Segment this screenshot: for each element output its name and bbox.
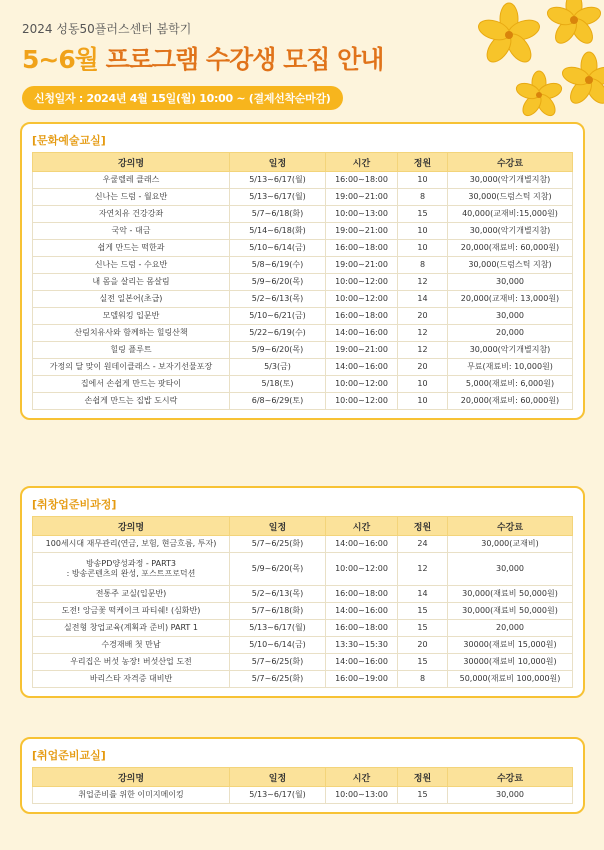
cell-capacity: 24 [398,536,448,553]
program-table [32,767,573,804]
cell-capacity: 10 [398,393,448,410]
page-title [22,40,383,76]
cell-schedule: 5/9~6/20(목) [230,274,326,291]
cell-course-name: 자연치유 건강강좌 [33,206,230,223]
cell-capacity: 20 [398,359,448,376]
cell-schedule: 5/13~6/17(월) [230,172,326,189]
section-title: [문화예술교실] [32,134,106,147]
column-header-course-name: 강의명 [33,768,230,787]
cell-capacity: 20 [398,637,448,654]
cell-capacity: 12 [398,553,448,586]
table-row [33,223,573,240]
table-row [33,206,573,223]
column-header-fee: 수강료 [448,768,573,787]
column-header-schedule: 일정 [230,768,326,787]
cell-capacity: 12 [398,325,448,342]
cell-capacity: 15 [398,206,448,223]
section-title: [취업준비교실] [32,749,106,762]
cell-fee: 5,000(재료비: 6,000원) [448,376,573,393]
cell-schedule: 6/8~6/29(토) [230,393,326,410]
cell-time: 19:00~21:00 [326,223,398,240]
cell-schedule: 5/9~6/20(목) [230,553,326,586]
cell-capacity: 12 [398,342,448,359]
table-row [33,603,573,620]
cell-schedule: 5/7~6/18(화) [230,206,326,223]
cell-course-name: 실전형 창업교육(계획과 준비) PART 1 [33,620,230,637]
table-row [33,342,573,359]
cell-schedule: 5/7~6/25(화) [230,654,326,671]
cell-schedule: 5/10~6/14(금) [230,240,326,257]
cell-fee: 40,000(교재비:15,000원) [448,206,573,223]
cell-course-name: 도전! 앙금꽃 떡케이크 파티쉐! (심화반) [33,603,230,620]
cell-capacity: 12 [398,274,448,291]
column-header-course-name: 강의명 [33,517,230,536]
cell-fee: 30,000 [448,553,573,586]
table-row [33,240,573,257]
cell-capacity: 15 [398,787,448,804]
cell-capacity: 15 [398,654,448,671]
column-header-capacity: 정원 [398,768,448,787]
table-row [33,671,573,688]
cell-schedule: 5/13~6/17(월) [230,787,326,804]
table-row [33,359,573,376]
cell-course-name: 바리스타 자격증 대비반 [33,671,230,688]
cell-course-name: 신나는 드럼 - 수요반 [33,257,230,274]
program-table [32,152,573,410]
cell-capacity: 15 [398,620,448,637]
table-row [33,637,573,654]
cell-fee: 30,000(드럼스틱 지참) [448,189,573,206]
cell-course-name: 수경재배 첫 만남 [33,637,230,654]
cell-capacity: 10 [398,376,448,393]
cell-schedule: 5/2~6/13(목) [230,291,326,308]
cell-course-name: 손쉽게 만드는 집밥 도시락 [33,393,230,410]
cell-time: 10:00~12:00 [326,376,398,393]
cell-schedule: 5/22~6/19(수) [230,325,326,342]
cell-schedule: 5/13~6/17(월) [230,620,326,637]
cell-course-name: 전통주 교실(입문반) [33,586,230,603]
table-header-row [33,153,573,172]
section-culture-arts [20,122,585,420]
cell-time: 19:00~21:00 [326,189,398,206]
table-row [33,308,573,325]
cell-fee: 30,000(재료비 50,000원) [448,603,573,620]
cell-time: 14:00~16:00 [326,325,398,342]
column-header-time: 시간 [326,153,398,172]
cell-course-name: 우리집은 버섯 농장! 버섯산업 도전 [33,654,230,671]
table-row [33,620,573,637]
column-header-time: 시간 [326,768,398,787]
table-row [33,274,573,291]
section-job-prep [20,737,585,814]
column-header-fee: 수강료 [448,153,573,172]
cell-fee: 20,000 [448,620,573,637]
cell-fee: 30,000(악기개별지참) [448,342,573,359]
column-header-time: 시간 [326,517,398,536]
cell-schedule: 5/13~6/17(월) [230,189,326,206]
cell-time: 14:00~16:00 [326,359,398,376]
cell-course-name: 실전 일본어(초급) [33,291,230,308]
header-subtitle: 2024 성동50플러스센터 봄학기 [22,22,192,36]
cell-course-name: 쉽게 만드는 떡한과 [33,240,230,257]
cell-schedule: 5/2~6/13(목) [230,586,326,603]
cell-capacity: 10 [398,223,448,240]
cell-time: 10:00~12:00 [326,274,398,291]
cell-time: 10:00~12:00 [326,553,398,586]
table-row [33,325,573,342]
flower-decoration [414,0,604,130]
cell-fee: 20,000(교재비: 13,000원) [448,291,573,308]
cell-schedule: 5/7~6/25(화) [230,536,326,553]
cell-course-name: 집에서 손쉽게 만드는 팟타이 [33,376,230,393]
table-row [33,376,573,393]
cell-time: 19:00~21:00 [326,342,398,359]
cell-course-name: 모델워킹 입문반 [33,308,230,325]
cell-course-name: 가정의 달 맞이 원데이클래스 - 보자기선물포장 [33,359,230,376]
cell-time: 16:00~18:00 [326,240,398,257]
cell-schedule: 5/10~6/14(금) [230,637,326,654]
cell-fee: 30,000 [448,274,573,291]
section-title: [취창업준비과정] [32,498,117,511]
cell-course-name: 산림치유사와 함께하는 힐링산책 [33,325,230,342]
cell-fee: 20,000 [448,325,573,342]
program-table [32,516,573,688]
apply-period-badge: 신청일자 : 2024년 4월 15일(월) 10:00 ~ (결제선착순마감) [22,86,343,110]
cell-fee: 무료(재료비: 10,000원) [448,359,573,376]
table-header-row [33,768,573,787]
cell-fee: 20,000(재료비: 60,000원) [448,240,573,257]
cell-schedule: 5/18(토) [230,376,326,393]
cell-capacity: 14 [398,586,448,603]
column-header-schedule: 일정 [230,153,326,172]
table-row [33,291,573,308]
cell-capacity: 8 [398,671,448,688]
cell-time: 10:00~13:00 [326,787,398,804]
cell-schedule: 5/14~6/18(화) [230,223,326,240]
cell-schedule: 5/7~6/25(화) [230,671,326,688]
cell-schedule: 5/3(금) [230,359,326,376]
cell-time: 16:00~18:00 [326,586,398,603]
cell-fee: 30,000(드럼스틱 지참) [448,257,573,274]
title-accent: 5~6월 [22,45,98,74]
cell-time: 14:00~16:00 [326,536,398,553]
cell-time: 13:30~15:30 [326,637,398,654]
table-header-row [33,517,573,536]
cell-course-name: 방송PD양성과정 - PART3 : 방송콘텐츠의 완성, 포스트프로덕션 [33,553,230,586]
cell-time: 10:00~13:00 [326,206,398,223]
cell-capacity: 20 [398,308,448,325]
cell-course-name: 100세시대 재무관리(연금, 보험, 현금흐름, 투자) [33,536,230,553]
section-startup-prep [20,486,585,698]
cell-course-name: 신나는 드럼 - 월요반 [33,189,230,206]
cell-fee: 20,000(재료비: 60,000원) [448,393,573,410]
column-header-course-name: 강의명 [33,153,230,172]
table-row [33,553,573,586]
cell-capacity: 8 [398,257,448,274]
cell-time: 16:00~18:00 [326,620,398,637]
title-rest: 프로그램 수강생 모집 안내 [105,45,384,74]
cell-course-name: 취업준비를 위한 이미지메이킹 [33,787,230,804]
table-row [33,393,573,410]
cell-fee: 30,000(교재비) [448,536,573,553]
cell-time: 16:00~18:00 [326,308,398,325]
cell-capacity: 8 [398,189,448,206]
cell-course-name: 힐링 플루트 [33,342,230,359]
cell-time: 16:00~18:00 [326,172,398,189]
table-row [33,172,573,189]
column-header-capacity: 정원 [398,153,448,172]
cell-time: 14:00~16:00 [326,603,398,620]
cell-capacity: 10 [398,172,448,189]
column-header-schedule: 일정 [230,517,326,536]
column-header-capacity: 정원 [398,517,448,536]
cell-schedule: 5/10~6/21(금) [230,308,326,325]
cell-course-name: 국악 - 대금 [33,223,230,240]
cell-fee: 30,000(악기개별지참) [448,223,573,240]
cell-fee: 50,000(재료비 100,000원) [448,671,573,688]
cell-fee: 30000(재료비 10,000원) [448,654,573,671]
table-row [33,586,573,603]
cell-capacity: 14 [398,291,448,308]
table-row [33,257,573,274]
cell-fee: 30,000 [448,308,573,325]
cell-time: 10:00~12:00 [326,393,398,410]
cell-time: 10:00~12:00 [326,291,398,308]
cell-capacity: 15 [398,603,448,620]
table-row [33,536,573,553]
table-row [33,654,573,671]
cell-schedule: 5/8~6/19(수) [230,257,326,274]
cell-capacity: 10 [398,240,448,257]
cell-fee: 30,000(악기개별지참) [448,172,573,189]
cell-schedule: 5/7~6/18(화) [230,603,326,620]
table-row [33,189,573,206]
cell-fee: 30,000(재료비 50,000원) [448,586,573,603]
table-row [33,787,573,804]
cell-time: 19:00~21:00 [326,257,398,274]
cell-schedule: 5/9~6/20(목) [230,342,326,359]
cell-course-name: 우쿨렐레 클래스 [33,172,230,189]
column-header-fee: 수강료 [448,517,573,536]
cell-time: 16:00~19:00 [326,671,398,688]
cell-time: 14:00~16:00 [326,654,398,671]
cell-course-name: 내 몸을 살리는 몸살림 [33,274,230,291]
cell-fee: 30,000 [448,787,573,804]
cell-fee: 30000(재료비 15,000원) [448,637,573,654]
